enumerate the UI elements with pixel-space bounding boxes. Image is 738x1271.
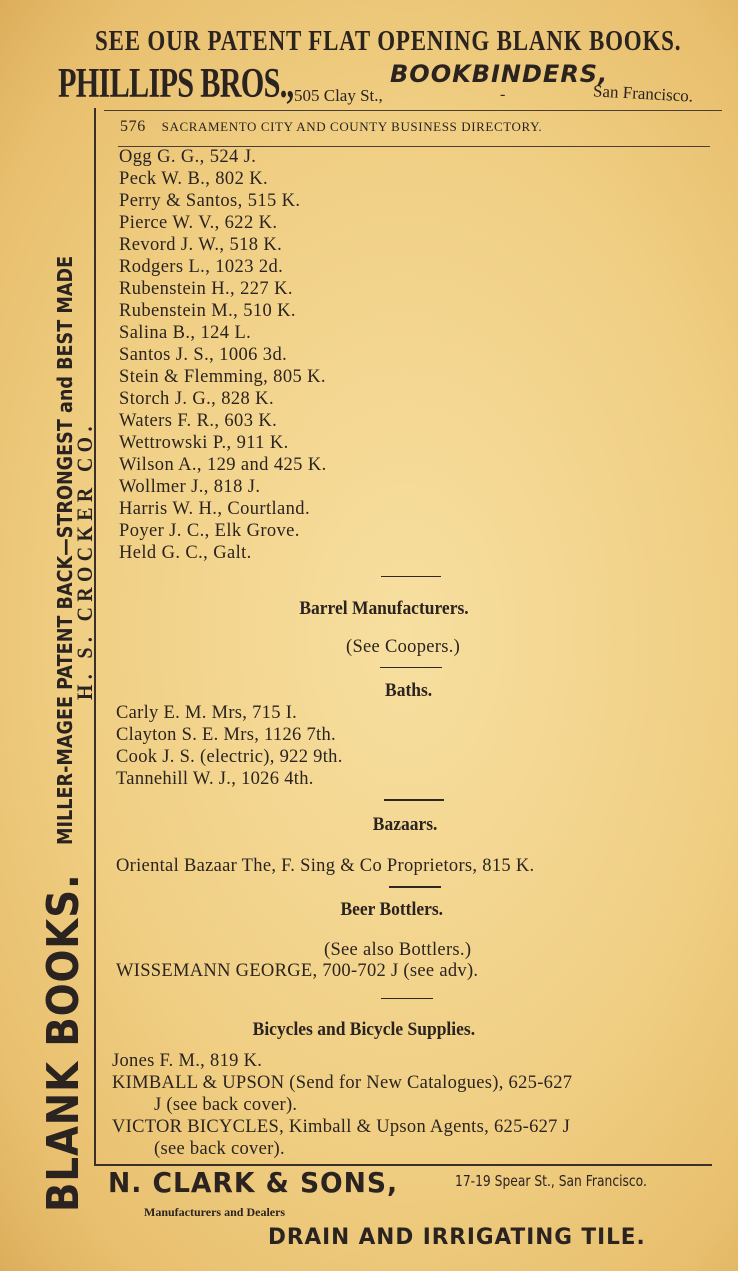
list-item: (see back cover). — [154, 1139, 285, 1159]
section-divider — [381, 576, 441, 577]
heading-bicycles: Bicycles and Bicycle Supplies. — [252, 1019, 476, 1040]
heading-barrel: Barrel Manufacturers. — [299, 598, 469, 619]
page-header — [120, 118, 542, 136]
barrel-note: (See Coopers.) — [346, 637, 461, 657]
section-divider — [384, 799, 444, 801]
list-item: Revord J. W., 518 K. — [119, 235, 283, 255]
banner-trade: BOOKBINDERS, — [390, 60, 609, 88]
heading-baths: Baths. — [385, 680, 433, 701]
page-number: 576 — [120, 118, 146, 135]
list-item: Carly E. M. Mrs, 715 I. — [116, 703, 298, 723]
side-blank-books: BLANK BOOKS. — [38, 873, 89, 1212]
footer-product: DRAIN AND IRRIGATING TILE. — [268, 1225, 646, 1250]
footer-subtitle: Manufacturers and Dealers — [144, 1205, 286, 1219]
list-item: Rodgers L., 1023 2d. — [119, 257, 284, 277]
side-tagline: MILLER-MAGEE PATENT BACK—STRONGEST and BEST MADE — [53, 255, 77, 845]
list-item: Salina B., 124 L. — [119, 323, 252, 343]
banner-city: San Francisco. — [592, 81, 694, 106]
heading-beer-bottlers: Beer Bottlers. — [340, 899, 444, 920]
list-item: Wettrowski P., 911 K. — [119, 433, 289, 453]
footer-company: N. CLARK & SONS, — [108, 1166, 399, 1199]
banner-company: PHILLIPS BROS., — [58, 61, 294, 107]
list-item: Pierce W. V., 622 K. — [119, 213, 278, 233]
list-item: Held G. C., Galt. — [119, 543, 252, 563]
list-item: Storch J. G., 828 K. — [119, 389, 274, 409]
list-item: Jones F. M., 819 K. — [112, 1051, 263, 1071]
bazaars-item: Oriental Bazaar The, F. Sing & Co Proprietors, 815 K. — [116, 856, 535, 876]
banner-flat-opening: SEE OUR PATENT FLAT OPENING BLANK BOOKS. — [95, 26, 682, 57]
list-item: Waters F. R., 603 K. — [119, 411, 278, 431]
list-item: Stein & Flemming, 805 K. — [119, 367, 326, 387]
list-item: Rubenstein H., 227 K. — [119, 279, 293, 299]
list-item: Santos J. S., 1006 3d. — [119, 345, 288, 365]
section-divider — [381, 998, 433, 999]
section-divider — [389, 886, 441, 888]
list-item: Perry & Santos, 515 K. — [119, 191, 301, 211]
list-item: Wilson A., 129 and 425 K. — [119, 455, 327, 475]
page-title: SACRAMENTO CITY AND COUNTY BUSINESS DIRECTORY. — [161, 119, 543, 134]
section-divider — [380, 667, 442, 668]
list-item: VICTOR BICYCLES, Kimball & Upson Agents, 625-627 J — [112, 1117, 571, 1137]
banner-dash: - — [500, 86, 506, 103]
list-item: Wollmer J., 818 J. — [119, 477, 261, 497]
footer-address: 17-19 Spear St., San Francisco. — [455, 1172, 647, 1190]
list-item: J (see back cover). — [154, 1095, 298, 1115]
beer-note: (See also Bottlers.) — [324, 940, 472, 960]
baths-list — [116, 702, 343, 790]
list-item: Clayton S. E. Mrs, 1126 7th. — [116, 725, 336, 745]
beer-item: WISSEMANN GEORGE, 700-702 J (see adv). — [116, 961, 479, 981]
list-item: Cook J. S. (electric), 922 9th. — [116, 747, 343, 767]
list-item: Tannehill W. J., 1026 4th. — [116, 769, 314, 789]
list-item: Ogg G. G., 524 J. — [119, 147, 257, 167]
entries-list — [119, 146, 327, 564]
bicycles-list — [112, 1050, 572, 1160]
list-item: Harris W. H., Courtland. — [119, 499, 310, 519]
list-item: KIMBALL & UPSON (Send for New Catalogues), 625-627 — [112, 1073, 573, 1093]
banner-address: 505 Clay St., — [294, 86, 383, 105]
frame-top-rule — [104, 110, 722, 112]
list-item: Peck W. B., 802 K. — [119, 169, 269, 189]
list-item: Rubenstein M., 510 K. — [119, 301, 296, 321]
list-item: Poyer J. C., Elk Grove. — [119, 521, 300, 541]
heading-bazaars: Bazaars. — [372, 814, 438, 835]
side-maker: H. S. CROCKER CO. — [72, 421, 97, 700]
